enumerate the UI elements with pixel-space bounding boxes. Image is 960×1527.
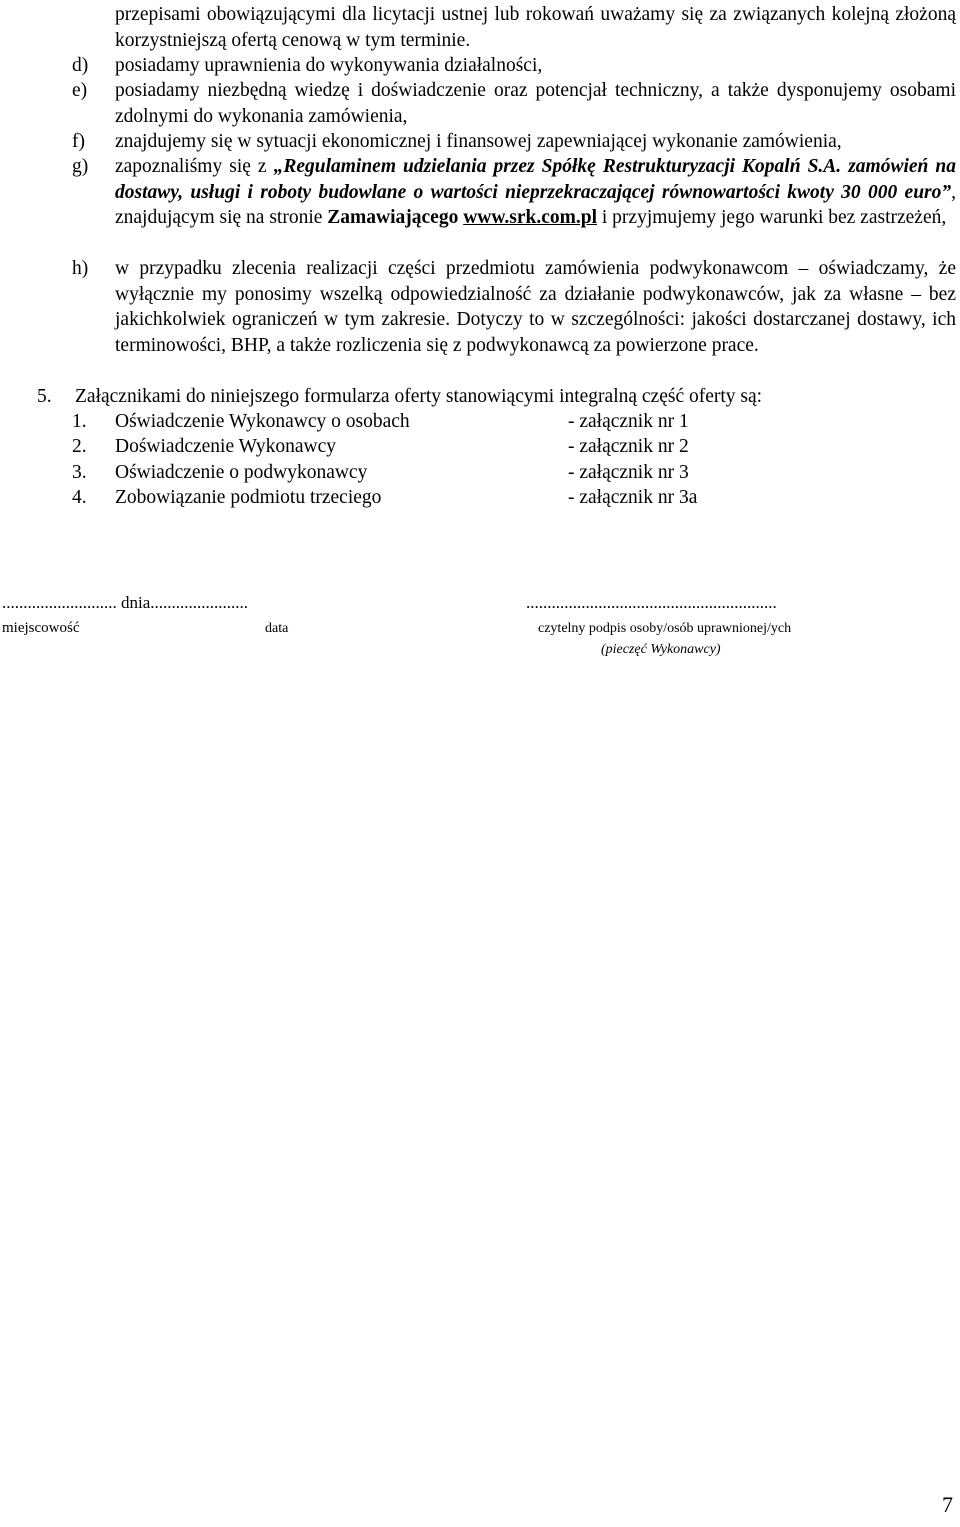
section-5-number: 5. (37, 386, 52, 407)
place-label: miejscowość (2, 620, 80, 636)
g-quote-close: ” (941, 181, 952, 203)
stamp-label: (pieczęć Wykonawcy) (601, 642, 721, 657)
attachment-ref: - załącznik nr 3 (568, 462, 689, 483)
list-text-h: w przypadku zlecenia realizacji części przedmiotu zamówienia podwykonawcom – oświadczamy, że wyłącznie my ponosimy wszelką odpowiedzialność za działanie podwykonawców, jak za własne – bez jakichkolwiek ograniczeń w tym zakresie. Dotyczy to w szczególności: jakości dostarczanej dostawy, ich terminowości, BHP, a także rozliczenia się z podwykonawcą za powierzone prace. (115, 258, 956, 356)
list-marker-g: g) (72, 156, 89, 177)
list-text-e: posiadamy niezbędną wiedzę i doświadczenie oraz potencjał techniczny, a także dysponujemy osobami zdolnymi do wykonania zamówienia, (115, 80, 956, 127)
list-item-f (72, 129, 956, 155)
date-label: data (265, 621, 289, 636)
attachment-name: Oświadczenie Wykonawcy o osobach (115, 411, 410, 432)
g-mid: , znajdującym się na stronie (115, 181, 956, 228)
list-item-g (72, 154, 956, 231)
list-item-h (72, 256, 956, 358)
regulation-title: Regulaminem udzielania przez Spółkę Restrukturyzacji Kopalń S.A. zamówień na dostawy, usługi i roboty budowlane o wartości nieprzekraczającej równowartości kwoty 30 000 euro (115, 156, 956, 203)
section-5-text: Załącznikami do niniejszego formularza oferty stanowiącymi integralną część oferty są: (75, 386, 763, 407)
g-quote-open: „ (273, 156, 284, 177)
list-text-d: posiadamy uprawnienia do wykonywania działalności, (115, 55, 543, 76)
attachment-ref: - załącznik nr 1 (568, 411, 689, 432)
intro-text: przepisami obowiązującymi dla licytacji ustnej lub rokowań uważamy się za związanych kolejną złożoną korzystniejszą ofertą cenową w tym terminie. (115, 4, 956, 51)
attachment-number: 2. (72, 436, 87, 457)
g-pre: zapoznaliśmy się z (115, 156, 274, 177)
intro-paragraph (115, 2, 956, 53)
g-bold: Zamawiającego (327, 207, 459, 228)
attachment-name: Oświadczenie o podwykonawcy (115, 462, 368, 483)
page-number: 7 (942, 1491, 953, 1517)
list-marker-e: e) (72, 80, 88, 101)
list-marker-f: f) (72, 131, 85, 152)
signature-label: czytelny podpis osoby/osób uprawnionej/ych (538, 621, 792, 636)
list-text-f: znajdujemy się w sytuacji ekonomicznej i finansowej zapewniającej wykonanie zamówienia, (115, 131, 842, 152)
list-marker-h: h) (72, 258, 89, 279)
attachment-name: Zobowiązanie podmiotu trzeciego (115, 487, 382, 508)
list-text-g (115, 154, 956, 231)
attachment-name: Doświadczenie Wykonawcy (115, 436, 337, 457)
g-post: i przyjmujemy jego warunki bez zastrzeżeń, (597, 207, 947, 228)
attachment-number: 3. (72, 462, 87, 483)
place-date-dots: ........................... dnia....................... (2, 593, 249, 612)
attachment-number: 1. (72, 411, 87, 432)
srk-website-link[interactable]: www.srk.com.pl (463, 207, 597, 228)
attachment-ref: - załącznik nr 2 (568, 436, 689, 457)
list-marker-d: d) (72, 55, 89, 76)
attachment-number: 4. (72, 487, 87, 508)
list-item-d (72, 53, 956, 79)
attachment-ref: - załącznik nr 3a (568, 487, 698, 508)
list-item-e (72, 78, 956, 129)
signature-dots: ........................................................... (526, 593, 777, 612)
